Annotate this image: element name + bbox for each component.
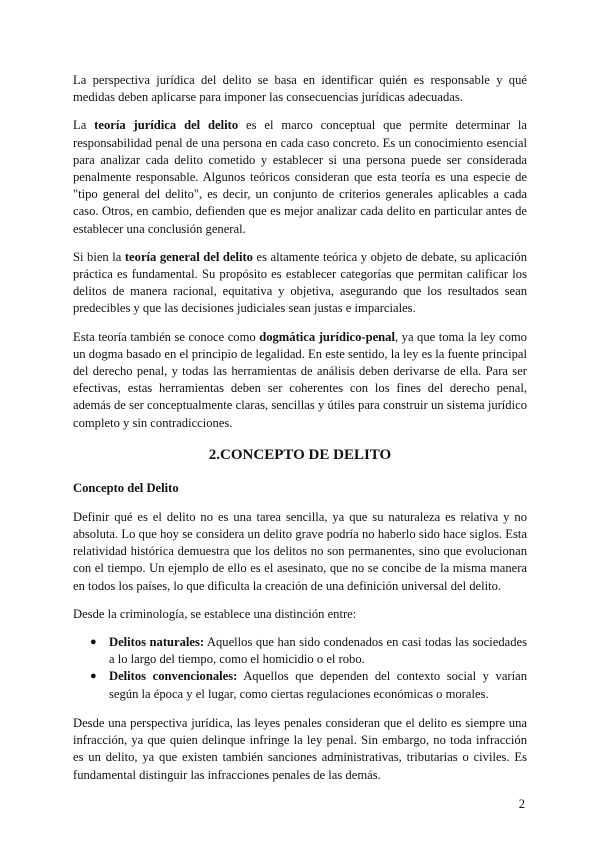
list-item-term: Delitos naturales:	[109, 635, 205, 650]
paragraph-perspectiva: Desde una perspectiva jurídica, las leyes penales consideran que el delito es siempre una infracción, ya que quien delinque infringe la ley penal. Sin embargo, no toda infracción es un delito, ya que existen también sanciones administrativas, tributarias o civiles. Es fundamental distinguir las infracciones penales de las demás.	[73, 715, 527, 782]
text-run: , ya que toma la ley como un dogma basado en el principio de legalidad. En este sentido, la ley es la fuente principal del derecho penal, y todas las herramientas de análisis deben derivarse de ella. Para ser efectivas, estas herramientas deben ser coherentes con los fines del derecho penal, además de ser conceptualmente claras, sencillas y útiles para construir un sistema jurídico completo y sin contradicciones.	[73, 329, 527, 430]
intro-paragraph: La perspectiva jurídica del delito se basa en identificar quién es responsable y qué medidas deben aplicarse para imponer las consecuencias jurídicas adecuadas.	[73, 73, 527, 105]
paragraph-criminologia: Desde la criminología, se establece una distinción entre:	[73, 606, 357, 621]
list-item	[73, 634, 527, 668]
paragraph-dogmatica	[73, 329, 527, 432]
paragraph-teoria-general	[73, 249, 527, 318]
section-heading: 2.CONCEPTO DE DELITO	[208, 446, 392, 463]
list-item-text: Aquellos que dependen del contexto social y varían según la época y el lugar, como ciertas regulaciones económicas o morales.	[109, 669, 528, 701]
text-run: Esta teoría también se conoce como	[73, 329, 260, 344]
page-content	[73, 72, 527, 795]
bold-term: teoría general del delito	[124, 249, 253, 264]
text-run: es el marco conceptual que permite determinar la responsabilidad penal de una persona en cada caso concreto. Es un conocimiento esencial para analizar cada delito cometido y establecer si una persona puede ser considerada penalmente responsable. Algunos teóricos consideran que esta teoría es una especie de "tipo general del delito", es decir, un conjunto de criterios generales aplicables a cada caso. Otros, en cambio, defienden que es mejor analizar cada delito en particular antes de establecer una conclusión general.	[73, 118, 528, 236]
list-item-term: Delitos convencionales:	[109, 669, 238, 684]
bullet-icon: ●	[90, 670, 97, 683]
bold-term: dogmática jurídico-penal	[259, 329, 395, 344]
text-run: Si bien la	[73, 249, 125, 264]
paragraph-teoria-juridica	[73, 117, 527, 237]
bullet-icon: ●	[90, 636, 97, 649]
paragraph-definir: Definir qué es el delito no es una tarea sencilla, ya que su naturaleza es relativa y no absoluta. Lo que hoy se considera un delito grave podría no haberlo sido hace siglos. Esta relatividad histórica demuestra que los delitos no son permanentes, sino que evolucionan con el tiempo. Un ejemplo de ello es el asesinato, que no se concibe de la misma manera en todos los países, lo que dificulta la creación de una definición universal del delito.	[73, 509, 527, 593]
list-item-text: Aquellos que han sido condenados en casi todas las sociedades a lo largo del tiempo, como el homicidio o el robo.	[109, 635, 527, 667]
page-number: 2	[518, 797, 525, 811]
bold-term: teoría jurídica del delito	[94, 118, 239, 133]
subheading: Concepto del Delito	[73, 480, 179, 495]
text-run: es altamente teórica y objeto de debate, su aplicación práctica es fundamental. Su propósito es establecer categorías que permitan calificar los delitos de manera racional, equitativa y objetiva, asegurando que los resultados sean predecibles y que las decisiones judiciales sean justas e imparciales.	[73, 249, 527, 316]
crime-types-list	[73, 634, 527, 703]
text-run: La	[73, 118, 95, 133]
list-item	[73, 668, 527, 702]
